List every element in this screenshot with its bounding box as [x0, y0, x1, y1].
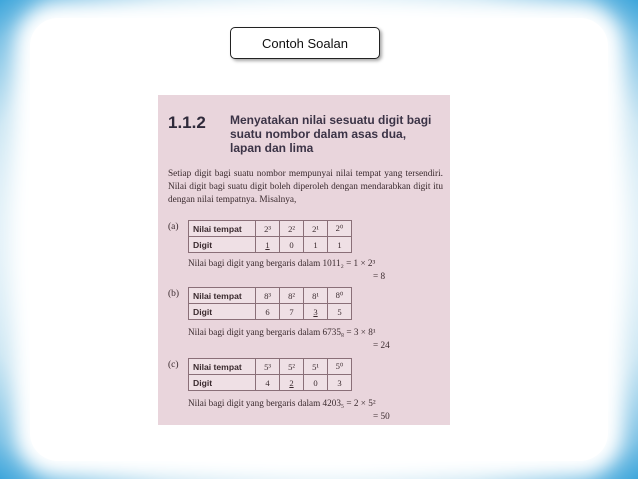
table-cell: 8² — [280, 288, 304, 304]
intro-paragraph: Setiap digit bagi suatu nombor mempunyai nilai tempat yang tersendiri. Nilai digit bagi suatu digit boleh diperoleh dengan mendarabkan digit itu dengan nilai tempatnya. Misalnya, — [168, 169, 443, 205]
table-cell: 6 — [256, 304, 280, 320]
section-heading — [168, 113, 435, 155]
textbook-page-image — [158, 95, 450, 425]
table-cell: 8³ — [256, 288, 280, 304]
result-text-b: Nilai bagi digit yang bergaris dalam 6735₈ = 3 × 8¹ — [188, 327, 376, 337]
table-cell: 7 — [280, 304, 304, 320]
example-label-a: (a) — [168, 222, 179, 232]
place-value-table-c — [188, 358, 352, 391]
table-cell: 2³ — [256, 221, 280, 237]
result-value-a: = 8 — [373, 271, 386, 281]
result-value-c: = 50 — [373, 411, 390, 421]
result-text-a: Nilai bagi digit yang bergaris dalam 1011₂ = 1 × 2³ — [188, 258, 376, 268]
table-cell: 8⁰ — [328, 288, 352, 304]
table-cell: 5¹ — [304, 359, 328, 375]
example-label-b: (b) — [168, 289, 180, 299]
example-label-c: (c) — [168, 360, 179, 370]
header-place-value: Nilai tempat — [189, 288, 256, 304]
section-title: Menyatakan nilai sesuatu digit bagi suatu nombor dalam asas dua, lapan dan lima — [230, 113, 432, 155]
result-value-b: = 24 — [373, 340, 390, 350]
slide-title-box — [230, 27, 380, 59]
table-cell: 5 — [328, 304, 352, 320]
table-row — [189, 375, 352, 391]
table-cell-underlined: 3 — [304, 304, 328, 320]
table-cell: 3 — [328, 375, 352, 391]
table-row — [189, 221, 352, 237]
table-row — [189, 304, 352, 320]
table-row — [189, 237, 352, 253]
table-cell: 1 — [328, 237, 352, 253]
header-digit: Digit — [189, 375, 256, 391]
table-row — [189, 359, 352, 375]
table-row — [189, 288, 352, 304]
table-cell: 0 — [304, 375, 328, 391]
slide-title: Contoh Soalan — [261, 35, 348, 51]
table-cell-underlined: 1 — [256, 237, 280, 253]
header-digit: Digit — [189, 237, 256, 253]
place-value-table-b — [188, 287, 352, 320]
header-place-value: Nilai tempat — [189, 359, 256, 375]
table-cell: 0 — [280, 237, 304, 253]
table-cell: 2² — [280, 221, 304, 237]
table-cell: 5³ — [256, 359, 280, 375]
section-number: 1.1.2 — [168, 113, 206, 132]
result-text-c: Nilai bagi digit yang bergaris dalam 4203₅ = 2 × 5² — [188, 398, 376, 408]
table-cell: 5² — [280, 359, 304, 375]
header-digit: Digit — [189, 304, 256, 320]
table-cell: 4 — [256, 375, 280, 391]
header-place-value: Nilai tempat — [189, 221, 256, 237]
table-cell: 2¹ — [304, 221, 328, 237]
table-cell: 2⁰ — [328, 221, 352, 237]
table-cell: 5⁰ — [328, 359, 352, 375]
table-cell: 8¹ — [304, 288, 328, 304]
table-cell: 1 — [304, 237, 328, 253]
table-cell-underlined: 2 — [280, 375, 304, 391]
place-value-table-a — [188, 220, 352, 253]
